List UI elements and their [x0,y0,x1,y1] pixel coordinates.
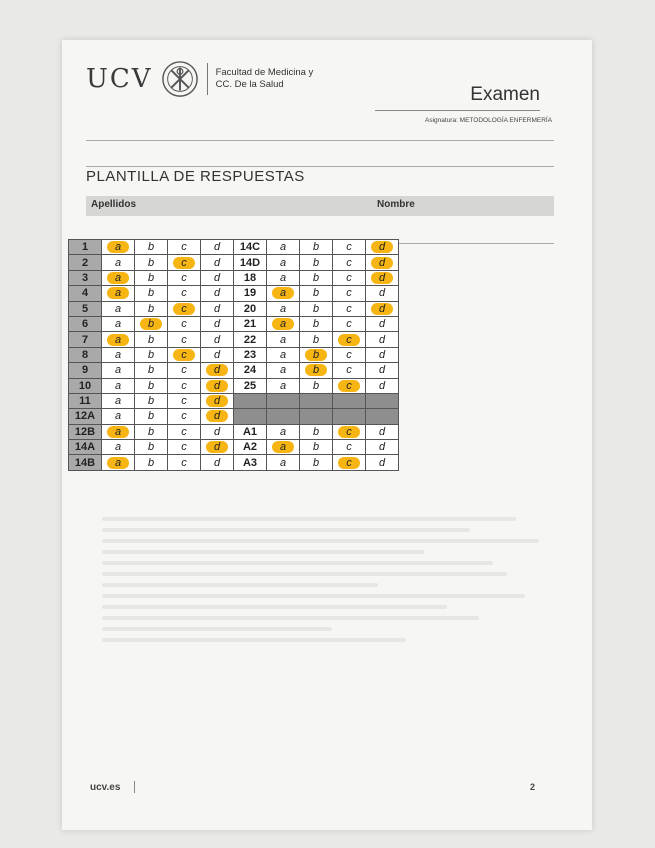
option-letter: a [279,348,287,361]
answer-row [69,409,399,424]
selected-option [168,301,201,316]
option-cell [135,455,168,470]
option-cell [300,240,333,255]
selected-option [333,332,366,347]
option-cell [102,393,135,408]
option-letter: a [272,318,294,330]
option-cell [168,286,201,301]
option-letter: c [173,257,195,269]
selected-option [333,378,366,393]
exam-title: Examen [470,84,540,105]
option-cell [366,347,399,362]
answer-row [69,332,399,347]
option-cell [366,363,399,378]
option-letter: d [213,241,221,254]
option-letter: a [114,441,122,454]
selected-option [366,255,399,270]
option-cell [135,270,168,285]
answer-grid [68,239,399,471]
option-letter: c [181,379,187,392]
option-letter: b [147,241,155,254]
option-letter: b [147,348,155,361]
option-letter: b [147,333,155,346]
option-letter: a [279,256,287,269]
option-letter: a [279,456,287,469]
option-letter: c [346,271,352,284]
question-number: 14D [234,255,267,270]
option-letter: d [378,379,386,392]
faculty-name [216,67,314,91]
option-letter: a [279,425,287,438]
answer-row [69,255,399,270]
question-number: 21 [234,316,267,331]
option-letter: d [213,302,221,315]
option-letter: a [279,271,287,284]
university-seal-icon [161,60,199,98]
option-letter: b [312,379,320,392]
option-cell [135,347,168,362]
question-number: 18 [234,270,267,285]
option-letter: d [206,395,228,407]
option-letter: b [147,395,155,408]
option-cell [102,316,135,331]
selected-option [102,286,135,301]
blank-cell [333,409,366,424]
option-cell [333,270,366,285]
option-letter: c [346,318,352,331]
option-cell [300,440,333,455]
answer-row [69,270,399,285]
option-cell [135,286,168,301]
option-letter: a [107,272,129,284]
option-letter: b [147,441,155,454]
option-cell [168,363,201,378]
selected-option [366,301,399,316]
option-letter: d [206,441,228,453]
footer-divider [134,781,135,793]
selected-option [267,286,300,301]
option-letter: c [181,410,187,423]
option-letter: c [338,380,360,392]
option-letter: a [114,395,122,408]
question-number: 10 [69,378,102,393]
option-letter: c [181,456,187,469]
option-cell [135,378,168,393]
option-cell [366,316,399,331]
option-letter: d [206,364,228,376]
option-cell [333,363,366,378]
surname-label: Apellidos [91,199,137,210]
option-letter: c [338,334,360,346]
option-cell [300,301,333,316]
option-letter: a [114,379,122,392]
option-letter: c [346,364,352,377]
selected-option [201,409,234,424]
option-letter: c [338,426,360,438]
selected-option [201,393,234,408]
option-cell [300,332,333,347]
option-cell [267,270,300,285]
option-letter: b [312,271,320,284]
answer-row [69,440,399,455]
option-letter: a [114,410,122,423]
option-cell [300,286,333,301]
option-letter: c [173,349,195,361]
option-cell [102,255,135,270]
option-letter: b [305,364,327,376]
selected-option [168,347,201,362]
option-letter: d [378,333,386,346]
option-letter: a [107,457,129,469]
option-cell [135,409,168,424]
selected-option [201,378,234,393]
option-cell [267,255,300,270]
option-cell [300,378,333,393]
option-letter: a [107,287,129,299]
option-cell [168,378,201,393]
question-number: 14C [234,240,267,255]
exam-rule [375,110,540,111]
option-cell [333,255,366,270]
divider-line [86,166,554,167]
option-cell [135,363,168,378]
option-cell [168,440,201,455]
blank-cell [366,393,399,408]
answer-row [69,286,399,301]
question-number: 20 [234,301,267,316]
option-cell [366,440,399,455]
option-cell [300,270,333,285]
option-cell [135,393,168,408]
option-cell [300,316,333,331]
option-letter: d [213,333,221,346]
option-letter: c [181,287,187,300]
selected-option [102,455,135,470]
answer-row [69,347,399,362]
selected-option [168,255,201,270]
option-letter: b [140,318,162,330]
blank-cell [234,393,267,408]
selected-option [366,270,399,285]
question-number: A1 [234,424,267,439]
option-cell [168,316,201,331]
option-letter: b [147,425,155,438]
question-number: 12B [69,424,102,439]
question-number: 19 [234,286,267,301]
option-cell [366,378,399,393]
option-letter: d [378,364,386,377]
option-letter: c [181,271,187,284]
option-letter: b [312,318,320,331]
faint-background-text [102,510,562,740]
answer-row [69,455,399,470]
option-letter: d [206,380,228,392]
option-letter: d [378,456,386,469]
option-cell [333,316,366,331]
option-letter: c [346,256,352,269]
option-letter: c [346,348,352,361]
option-cell [201,270,234,285]
option-cell [201,347,234,362]
option-letter: a [107,241,129,253]
option-cell [102,301,135,316]
option-letter: b [147,287,155,300]
option-cell [135,440,168,455]
option-letter: b [147,256,155,269]
question-number: 6 [69,316,102,331]
option-letter: c [181,425,187,438]
question-number: 14B [69,455,102,470]
question-number: 4 [69,286,102,301]
question-number: 14A [69,440,102,455]
option-letter: a [114,364,122,377]
question-number: A3 [234,455,267,470]
answer-row [69,316,399,331]
option-letter: b [312,302,320,315]
option-cell [333,440,366,455]
option-cell [366,424,399,439]
student-fields-bar [86,196,554,216]
question-number: 11 [69,393,102,408]
question-number: 2 [69,255,102,270]
option-cell [102,378,135,393]
question-number: 22 [234,332,267,347]
option-cell [267,240,300,255]
option-cell [201,240,234,255]
option-letter: a [114,302,122,315]
option-letter: c [173,303,195,315]
section-title: PLANTILLA DE RESPUESTAS [86,168,305,185]
option-cell [102,347,135,362]
option-letter: c [346,287,352,300]
question-number: 24 [234,363,267,378]
faculty-line-2: CC. De la Salud [215,79,284,90]
option-cell [201,424,234,439]
option-letter: a [114,256,122,269]
option-cell [267,332,300,347]
option-cell [333,301,366,316]
selected-option [102,240,135,255]
question-number: 9 [69,363,102,378]
answer-row [69,424,399,439]
option-letter: a [279,302,287,315]
option-letter: a [107,334,129,346]
option-cell [135,240,168,255]
option-letter: d [378,441,386,454]
option-letter: c [346,302,352,315]
option-cell [168,455,201,470]
page-number: 2 [530,782,536,792]
option-cell [201,286,234,301]
option-letter: d [213,271,221,284]
divider-line [86,140,554,141]
question-number: 8 [69,347,102,362]
name-label: Nombre [377,199,415,210]
option-letter: d [371,303,393,315]
option-letter: a [279,364,287,377]
option-letter: d [371,272,393,284]
option-cell [102,363,135,378]
option-letter: a [279,333,287,346]
option-cell [333,240,366,255]
option-letter: c [181,318,187,331]
option-cell [300,455,333,470]
blank-cell [333,393,366,408]
option-letter: b [312,256,320,269]
selected-option [135,316,168,331]
option-letter: b [312,333,320,346]
option-letter: b [312,241,320,254]
option-letter: d [378,425,386,438]
option-letter: b [147,410,155,423]
option-letter: d [213,425,221,438]
answer-row [69,378,399,393]
selected-option [300,363,333,378]
option-cell [102,440,135,455]
blank-cell [300,409,333,424]
option-letter: d [213,287,221,300]
selected-option [366,240,399,255]
footer-site: ucv.es [90,782,121,793]
selected-option [333,424,366,439]
option-cell [201,316,234,331]
selected-option [267,316,300,331]
selected-option [102,332,135,347]
question-number: 25 [234,378,267,393]
option-letter: d [378,318,386,331]
blank-cell [267,393,300,408]
option-cell [366,455,399,470]
option-letter: c [181,395,187,408]
selected-option [333,455,366,470]
option-cell [267,301,300,316]
answer-row [69,363,399,378]
option-letter: c [181,364,187,377]
option-letter: d [378,348,386,361]
selected-option [201,440,234,455]
question-number: 5 [69,301,102,316]
ucv-logo-text: UCV [86,64,153,94]
option-cell [168,409,201,424]
option-cell [267,424,300,439]
option-letter: b [147,379,155,392]
option-letter: c [181,241,187,254]
answer-row [69,301,399,316]
blank-cell [300,393,333,408]
option-letter: b [305,349,327,361]
option-letter: b [312,456,320,469]
option-cell [168,240,201,255]
question-number: 7 [69,332,102,347]
option-letter: c [181,333,187,346]
option-cell [267,455,300,470]
option-cell [168,332,201,347]
answer-row [69,393,399,408]
option-cell [201,255,234,270]
option-letter: c [346,441,352,454]
option-cell [135,424,168,439]
selected-option [102,270,135,285]
option-cell [366,286,399,301]
option-letter: b [312,425,320,438]
option-letter: b [147,456,155,469]
option-cell [267,347,300,362]
option-cell [135,255,168,270]
question-number: 1 [69,240,102,255]
blank-cell [234,409,267,424]
option-letter: a [114,318,122,331]
option-cell [201,455,234,470]
option-letter: d [213,348,221,361]
option-cell [168,270,201,285]
option-letter: a [114,348,122,361]
option-cell [366,332,399,347]
question-number: 23 [234,347,267,362]
option-letter: a [272,287,294,299]
option-cell [201,301,234,316]
option-cell [333,347,366,362]
option-cell [102,409,135,424]
option-letter: a [279,241,287,254]
blank-cell [366,409,399,424]
selected-option [267,440,300,455]
header-divider [207,63,208,95]
option-letter: c [346,241,352,254]
option-cell [135,301,168,316]
question-number: 3 [69,270,102,285]
option-letter: a [272,441,294,453]
option-cell [135,332,168,347]
question-number: A2 [234,440,267,455]
option-letter: b [312,441,320,454]
option-letter: c [181,441,187,454]
question-number: 12A [69,409,102,424]
option-cell [168,393,201,408]
option-letter: a [279,379,287,392]
option-letter: d [206,410,228,422]
option-cell [201,332,234,347]
header-logo [86,60,313,98]
option-letter: b [147,364,155,377]
answer-row [69,240,399,255]
option-cell [267,378,300,393]
option-letter: c [338,457,360,469]
option-cell [300,255,333,270]
option-letter: b [312,287,320,300]
option-letter: d [371,241,393,253]
option-letter: d [371,257,393,269]
option-letter: b [147,302,155,315]
option-cell [333,286,366,301]
selected-option [300,347,333,362]
option-letter: a [107,426,129,438]
selected-option [102,424,135,439]
option-letter: d [213,256,221,269]
blank-cell [267,409,300,424]
subject-label: Asignatura: METODOLOGÍA ENFERMERÍA [425,117,553,124]
faculty-line-1: Facultad de Medicina y [215,67,314,78]
option-cell [168,424,201,439]
option-letter: d [378,287,386,300]
option-letter: b [147,271,155,284]
option-cell [300,424,333,439]
selected-option [201,363,234,378]
option-cell [267,363,300,378]
option-letter: d [213,318,221,331]
option-letter: d [213,456,221,469]
